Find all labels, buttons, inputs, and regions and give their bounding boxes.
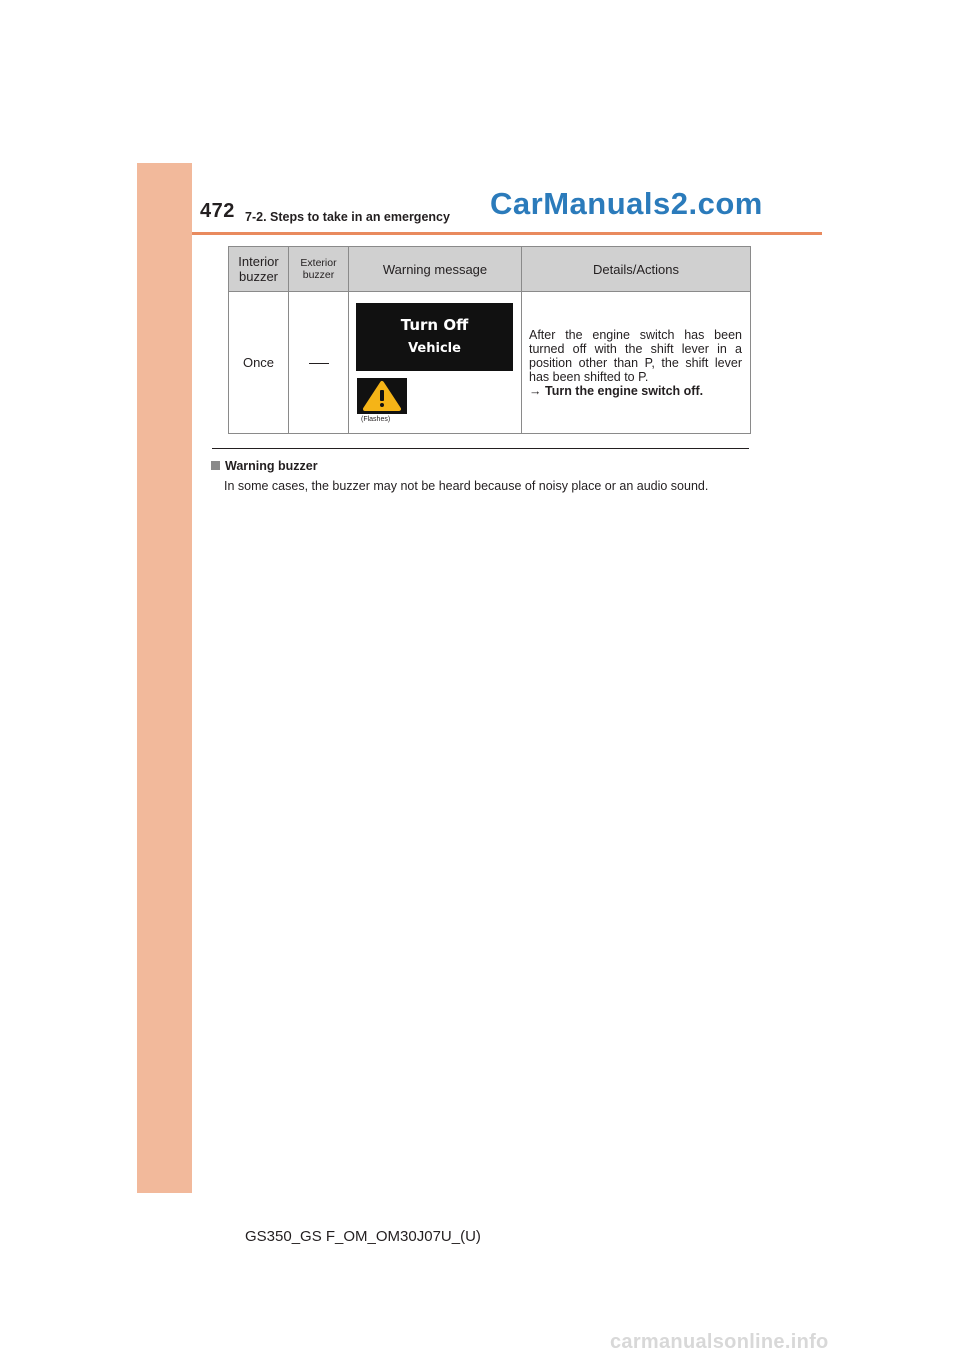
section-divider bbox=[212, 448, 749, 449]
action-line bbox=[529, 384, 742, 398]
message-line-1: Turn Off bbox=[400, 316, 469, 334]
note-heading bbox=[211, 459, 318, 473]
message-line-2: Vehicle bbox=[408, 341, 461, 356]
note-body: In some cases, the buzzer may not be heard because of noisy place or an audio sound. bbox=[224, 479, 709, 493]
header-interior-buzzer: Interior buzzer bbox=[229, 247, 289, 292]
exterior-buzzer-cell bbox=[289, 292, 349, 434]
details-text: After the engine switch has been turned off with the shift lever in a position other than P, the shift lever has been shifted to P. bbox=[529, 327, 742, 384]
interior-buzzer-cell: Once bbox=[229, 292, 289, 434]
header-divider bbox=[192, 232, 822, 235]
note-heading-text: Warning buzzer bbox=[225, 459, 318, 473]
section-title: 7-2. Steps to take in an emergency bbox=[245, 210, 450, 224]
header-details-actions: Details/Actions bbox=[522, 247, 751, 292]
flashes-caption: (Flashes) bbox=[361, 416, 391, 423]
warning-message-cell bbox=[349, 292, 522, 434]
warning-table bbox=[228, 246, 751, 434]
table-header-row bbox=[229, 247, 751, 292]
side-tab-bar bbox=[137, 163, 192, 1193]
arrow-icon: → bbox=[529, 383, 542, 398]
footer-watermark: carmanualsonline.info bbox=[610, 1331, 829, 1353]
table-row bbox=[229, 292, 751, 434]
message-display bbox=[356, 303, 513, 371]
header-warning-message: Warning message bbox=[349, 247, 522, 292]
warning-triangle-icon bbox=[357, 378, 407, 414]
watermark-logo: CarManuals2.com bbox=[490, 186, 763, 221]
page-number: 472 bbox=[200, 200, 235, 222]
header-exterior-buzzer: Exterior buzzer bbox=[289, 247, 349, 292]
footer-manual-code: GS350_GS F_OM_OM30J07U_(U) bbox=[245, 1228, 481, 1245]
action-text: Turn the engine switch off. bbox=[544, 383, 704, 398]
details-cell bbox=[522, 292, 751, 434]
bullet-square-icon bbox=[211, 461, 220, 470]
exterior-buzzer-none-dash bbox=[309, 363, 329, 364]
